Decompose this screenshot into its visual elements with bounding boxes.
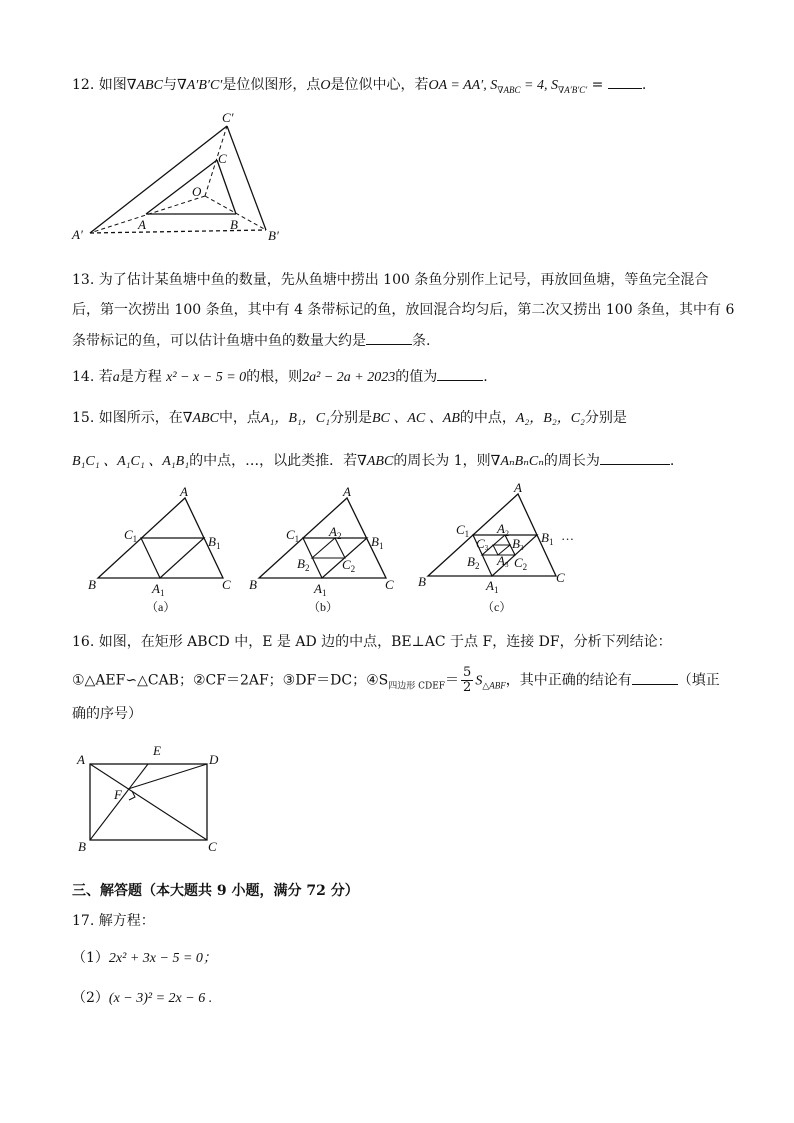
q16-line3: 确的序号） — [72, 706, 142, 722]
svg-text:F: F — [114, 787, 122, 802]
q12-label-c1: C′ — [222, 110, 234, 125]
svg-text:A1: $A_1$ — [314, 581, 327, 598]
q17-part2: （2）(x − 3)² = 2x − 6 . — [72, 990, 213, 1006]
svg-text:B: B — [418, 574, 426, 589]
svg-text:C1: $C_1$ — [286, 527, 300, 544]
q17-part1: （1）2x² + 3x − 5 = 0； — [72, 950, 217, 966]
q16-fraction: $\frac{5}{2}$ — [463, 665, 472, 695]
svg-text:C: C — [385, 577, 394, 592]
svg-text:A2: $A_2$ — [497, 521, 509, 538]
svg-text:B: B — [249, 577, 257, 592]
svg-text:B3: B3 — [512, 536, 524, 552]
q16-line2: ①△AEF∽△CAB；②CF＝2AF；③DF＝DC；$④S_{四边形 CDEF}=$ $\frac{5}{2}$ $S_{\triangle ABF}$，其中正确的结论有 （填正 — [72, 665, 720, 695]
q12-label-a1: A′ — [72, 227, 83, 242]
svg-text:A1: $A_1$ — [486, 578, 499, 595]
svg-text:C2: $C_2$ — [514, 555, 528, 572]
svg-text:C1: $C_1$ — [124, 527, 138, 544]
section-three-title: 三、解答题（本大题共 9 小题，满分 72 分） — [72, 883, 359, 899]
svg-text:E: E — [153, 743, 161, 758]
q12-text: 12. 如图∇ABC与∇A′B′C′是位似图形，点O是位似中心，若OA = AA′, $S_{\nabla ABC} = 4$, $S_{\nabla A'B'C'}$ = . — [72, 74, 646, 100]
svg-text:B: B — [88, 577, 96, 592]
svg-text:C: C — [208, 839, 217, 854]
q15-line2: B₁C₁ 、A₁C₁ 、A₁B₁的中点，…，以此类推．若∇ABC的周长为 1，则∇AₙBₙCₙ的周长为 . — [72, 450, 674, 472]
q14-text: 14. 若a是方程 x² − x − 5 = 0的根，则2a² − 2a + 2023的值为 . — [72, 366, 488, 388]
svg-text:B1: $B_1$ — [208, 534, 221, 551]
q15-line1: 15. 如图所示，在∇ABC中，点A₁，B₁，C₁分别是BC 、AC 、AB的中点，A₂，B₂，C₂分别是 — [72, 410, 627, 426]
svg-text:（a）: （a） — [146, 600, 176, 614]
svg-text:C2: $C_2$ — [342, 557, 356, 574]
q12-label-o: O — [192, 184, 202, 199]
q17-title: 17. 解方程： — [72, 913, 155, 929]
svg-text:C: C — [222, 577, 231, 592]
svg-text:（c）: （c） — [482, 600, 512, 614]
svg-text:B1: $B_1$ — [541, 530, 554, 547]
svg-text:C: C — [556, 570, 565, 585]
svg-text:A: A — [77, 752, 85, 767]
svg-text:D: D — [209, 752, 219, 767]
q12-label-a: A — [138, 217, 146, 232]
svg-text:B2: $B_2$ — [467, 554, 480, 571]
svg-text:A1: $A_1$ — [152, 581, 165, 598]
svg-text:A: A — [180, 484, 188, 499]
svg-text:B1: $B_1$ — [371, 534, 384, 551]
q12-label-b: B — [230, 217, 238, 232]
q13-line3: 条带标记的鱼，可以估计鱼塘中鱼的数量大约是 条. — [72, 330, 430, 351]
svg-text:A2: $A_2$ — [329, 524, 342, 541]
svg-text:A3: A3 — [497, 553, 509, 569]
svg-text:…: … — [562, 528, 574, 543]
svg-text:B: B — [78, 839, 86, 854]
svg-text:C3: C3 — [476, 536, 489, 552]
svg-text:C1: $C_1$ — [456, 522, 470, 539]
q13-line1: 13. 为了估计某鱼塘中鱼的数量，先从鱼塘中捞出 100 条鱼分别作上记号，再放回鱼塘，等鱼完全混合 — [72, 272, 709, 288]
svg-text:A: A — [514, 480, 522, 495]
svg-text:（b）: （b） — [308, 600, 339, 614]
svg-text:A: A — [343, 484, 351, 499]
svg-text:B2: $B_2$ — [297, 556, 310, 573]
q12-label-b1: B′ — [268, 228, 279, 243]
q12-label-c: C — [218, 151, 227, 166]
q13-line2: 后，第一次捞出 100 条鱼，其中有 4 条带标记的鱼，放回混合均匀后，第二次又捞出 100 条鱼，其中有 6 — [72, 302, 735, 318]
q16-line1: 16. 如图，在矩形 ABCD 中，E 是 AD 边的中点，BE⊥AC 于点 F，连接 DF，分析下列结论： — [72, 634, 672, 650]
